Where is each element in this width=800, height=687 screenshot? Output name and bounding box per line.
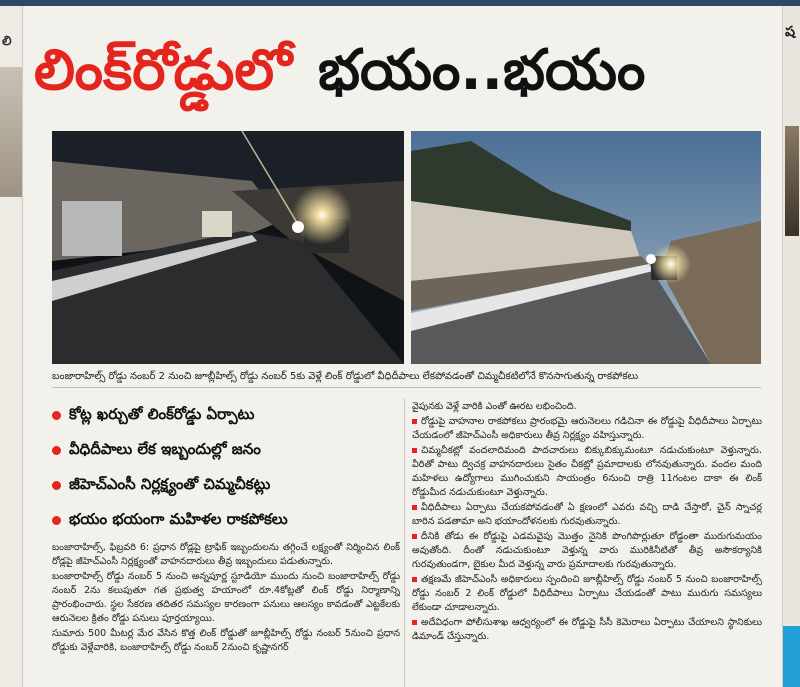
bullet-text: వీధిదీపాలు లేక ఇబ్బందుల్లో జనం xyxy=(69,439,261,458)
headline xyxy=(34,16,779,126)
photo-caption: బంజారాహిల్స్ రోడ్డు నంబర్ 2 నుంచి జూబ్లీహిల్స్ రోడ్డు నంబర్ 5కు వెళ్లే లింక్ రోడ్డులో వీధిదీపాలు లేకపోవడంతో చిమ్మచీకటిలోనే కొనసాగుతున్న రాకపోకలు xyxy=(52,367,761,388)
night-road-photo-left xyxy=(52,131,404,364)
bullet-text: కోట్ల ఖర్చుతో లింక్‌రోడ్డు ఏర్పాటు xyxy=(69,404,255,423)
paragraph-marker-icon xyxy=(412,577,417,582)
page-top-bar xyxy=(0,0,800,6)
highlight-bullets xyxy=(52,398,392,538)
paragraph-marker-icon xyxy=(412,505,417,510)
paragraph-marker-icon xyxy=(412,419,417,424)
article-paragraph: బంజారాహిల్స్ రోడ్డు నంబర్ 5 నుంచి అన్నపూర్ణ స్టూడియో ముందు నుంచి బంజారాహిల్స్ రోడ్డు నంబర్ 2ను కలుపుతూ గత ప్రభుత్వ హయాంలో రూ.4కోట్లతో లింక్ రోడ్డు నిర్మాణాన్ని ప్రారంభించారు. స్థల సేకరణ తదితర సమస్యల కారణంగా పనులు ఆలస్యం కావడంతో ఎట్టకేలకు ఆరునెలల క్రితం రోడ్డు పనులు పూర్తయ్యాయి. xyxy=(52,571,400,624)
article-paragraph: దీనికి తోడు ఈ రోడ్డుపై ఎడమవైపు మొత్తం నైనికి పొంగిపొర్లుతూ రోడ్డంతా మురుగుమయం అవుతోంది. దీంతో నడుచుకుంటూ వెళ్తున్న వారు మురికినీటితో తీవ్ర అసౌకర్యానికి గురవుతుండగా, బైకుల మీద వెళ్తున్న వారు ప్రమాదాలకు గురవుతున్నారు. xyxy=(412,531,762,570)
paragraph-marker-icon xyxy=(412,620,417,625)
headline-red-part: లింక్‌రోడ్డులో xyxy=(34,38,292,103)
adjacent-column-left: లి xyxy=(0,6,23,687)
bullet-item xyxy=(52,398,392,433)
bullet-dot-icon xyxy=(52,446,61,455)
article-paragraph: చిమ్మచీకట్లో వందలాదిమంది పాదచారులు బిక్కుబిక్కుమంటూ నడుచుకుంటూ వెళ్తున్నారు. వీరితో పాటు ద్విచక్ర వాహనదారులు సైతం చీకట్లో ప్రమాదాలకు లోనవుతున్నారు. వందల మంది మహిళలు ఉద్యోగాలు ముగించుకుని సాయంత్రం 6నుంచి రాత్రి 11గంటల దాకా ఈ లింక్ రోడ్డుమీద నడుచుకుంటూ వెళ్తున్నారు. xyxy=(412,445,762,498)
adjacent-column-right: ష xyxy=(782,6,800,687)
article-body-left xyxy=(52,541,400,687)
article-paragraph: బంజారాహిల్స్, ఫిబ్రవరి 6: ప్రధాన రోడ్లపై ట్రాఫిక్ ఇబ్బందులను తగ్గించే లక్ష్యంతో నిర్మించిన లింక్ రోడ్లపై జీహెచ్ఎంసీ నిర్లక్ష్యంతో వాహనదారులు తీవ్ర ఇబ్బందులు పడుతున్నారు. xyxy=(52,542,400,567)
column-divider xyxy=(404,398,405,687)
article-paragraph: వీధిదీపాలు ఏర్పాటు చేయకపోవడంతో ఏ క్షణంలో ఎవరు వచ్చి దాడి చేస్తారో, చైన్ స్నాచర్ల బారిన పడతామా అని భయాందోళనలకు గురవుతున్నారు. xyxy=(412,502,762,527)
paragraph-marker-icon xyxy=(412,448,417,453)
adjacent-blue-box xyxy=(783,626,800,687)
bullet-dot-icon xyxy=(52,481,61,490)
bullet-item xyxy=(52,433,392,468)
bullet-dot-icon xyxy=(52,516,61,525)
headline-black-part: భయం..భయం xyxy=(318,38,646,103)
bullet-text: జీహెచ్‌ఎంసీ నిర్లక్ష్యంతో చిమ్మచీకట్లు xyxy=(69,474,271,493)
article-paragraph: రోడ్డుపై వాహనాల రాకపోకలు ప్రారంభమై ఆరునెలలు గడిచినా ఈ రోడ్డుపై వీధిదీపాలు ఏర్పాటు చేయడంలో జీహెచ్ఎంసీ అధికారులు తీవ్ర నిర్లక్ష్యం వహిస్తున్నారు. xyxy=(412,416,762,441)
article-paragraph: సుమారు 500 మీటర్ల మేర వేసిన కొత్త లింక్ రోడ్డుతో జూబ్లీహిల్స్ రోడ్డు నంబర్ 5నుంచి ప్రధాన రోడ్డుకు వెళ్లేవారికి, బంజారాహిల్స్ రోడ్డు నంబర్ 2నుంచి కృష్ణానగర్ xyxy=(52,628,400,653)
bullet-text: భయం భయంగా మహిళల రాకపోకలు xyxy=(69,509,288,528)
dusk-road-photo-right xyxy=(411,131,761,364)
article-paragraph: వైపునకు వెళ్లే వారికి ఎంతో ఊరట లభించింది. xyxy=(412,401,577,412)
article-body-right xyxy=(412,400,762,687)
article-paragraph: తక్షణమే జీహెచ్ఎంసీ అధికారులు స్పందించి జూబ్లీహిల్స్ రోడ్డు నంబర్ 5 నుంచి బంజారాహిల్స్ రోడ్డు నంబర్ 2 లింక్ రోడ్డులో వీధిదీపాలు ఏర్పాటు చేయడంతో పాటు మురుగు సమస్యలు లేకుండా చూడాలన్నారు. xyxy=(412,574,762,613)
paragraph-marker-icon xyxy=(412,534,417,539)
bullet-item xyxy=(52,503,392,538)
article-paragraph: అదేవిధంగా పోలీసుశాఖ ఆధ్వర్యంలో ఈ రోడ్డుపై సీసీ కెమెరాలు ఏర్పాటు చేయాలని స్థానికులు డిమాండ్ చేస్తున్నారు. xyxy=(412,617,762,642)
adjacent-photo-right xyxy=(785,126,799,236)
bullet-item xyxy=(52,468,392,503)
bullet-dot-icon xyxy=(52,411,61,420)
adjacent-photo-left xyxy=(0,67,22,197)
